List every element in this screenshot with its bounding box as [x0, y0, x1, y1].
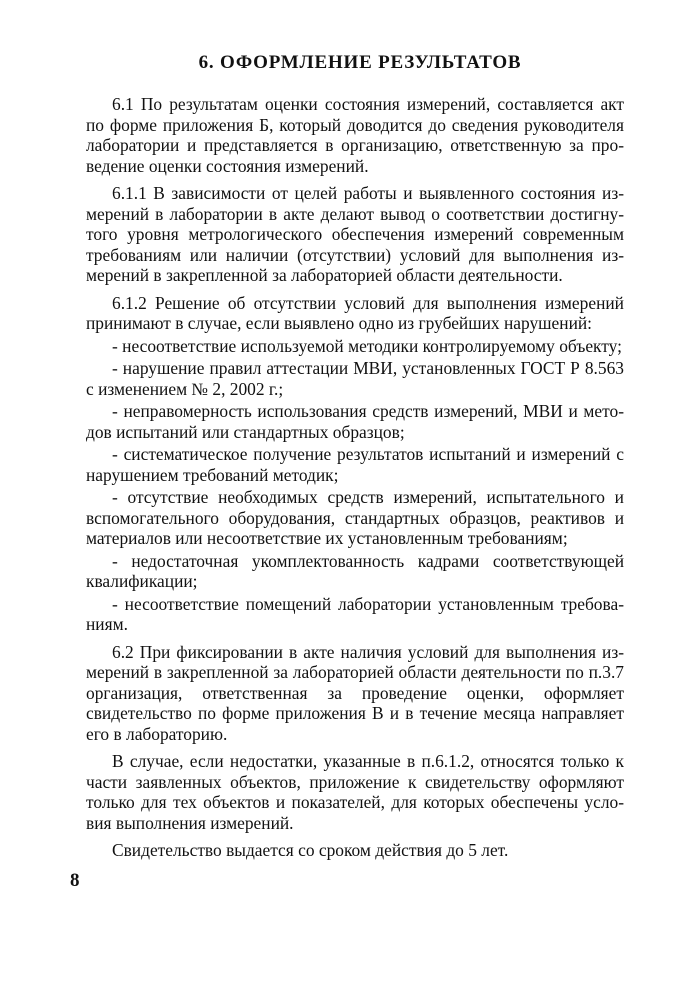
paragraph-6-1-1: 6.1.1 В зависимости от целей работы и выявленного состояния измерений в лаборатории в акте делают вывод о соответствии достигнутого уровня метрологического обеспечения измерений современным требованиям или наличии (отсутствии) условий для выполнения измерений в закрепленной за лабораторией области деятельности. — [86, 183, 624, 285]
list-item-staff-shortage: - недостаточная укомплектованность кадрами соответствующей квалификации; — [86, 550, 624, 591]
list-item-systematic-violation: - систематическое получение результатов испытаний и измерений с нарушением требований методик; — [86, 444, 624, 485]
list-item-certification-violation: - нарушение правил аттестации МВИ, установленных ГОСТ Р 8.563 с изменением № 2, 2002 г.; — [86, 358, 624, 399]
list-item-improper-use: - неправомерность использования средств измерений, МВИ и методов испытаний или стандартных образцов; — [86, 401, 624, 442]
paragraph-partial-deficiencies: В случае, если недостатки, указанные в п.6.1.2, относятся только к части заявленных объектов, приложение к свидетельству оформляют только для тех объектов и показателей, для которых обеспечены условия выполнения измерений. — [86, 751, 624, 833]
list-item-method-mismatch: - несоответствие используемой методики контролируемому объекту; — [112, 335, 622, 356]
paragraph-6-1: 6.1 По результатам оценки состояния измерений, составляется акт по форме приложения Б, который доводится до сведения руководителя лаборатории и представляется в организацию, ответственную за проведение оценки состояния измерений. — [86, 94, 624, 176]
paragraph-certificate-validity: Свидетельство выдается со сроком действия до 5 лет. — [112, 840, 509, 860]
paragraph-6-1-2: 6.1.2 Решение об отсутствии условий для выполнения измерений принимают в случае, если выявлено одно из грубейших нарушений: — [86, 292, 624, 333]
list-item-missing-equipment: - отсутствие необходимых средств измерений, испытательного и вспомогательного оборудования, стандартных образцов, реактивов и материалов или несоответствие их установленным требованиям; — [86, 487, 624, 548]
list-item-premises-mismatch: - несоответствие помещений лаборатории установленным требованиям. — [86, 593, 624, 634]
section-title: 6. ОФОРМЛЕНИЕ РЕЗУЛЬТАТОВ — [198, 52, 522, 73]
paragraph-6-2: 6.2 При фиксировании в акте наличия условий для выполнения измерений в закрепленной за лабораторией области деятельности по п.3.7 организация, ответственная за проведение оценки, оформляет свидетельство по форме приложения В и в течение месяца направляет его в лабораторию. — [86, 641, 624, 744]
page-number: 8 — [70, 870, 80, 891]
